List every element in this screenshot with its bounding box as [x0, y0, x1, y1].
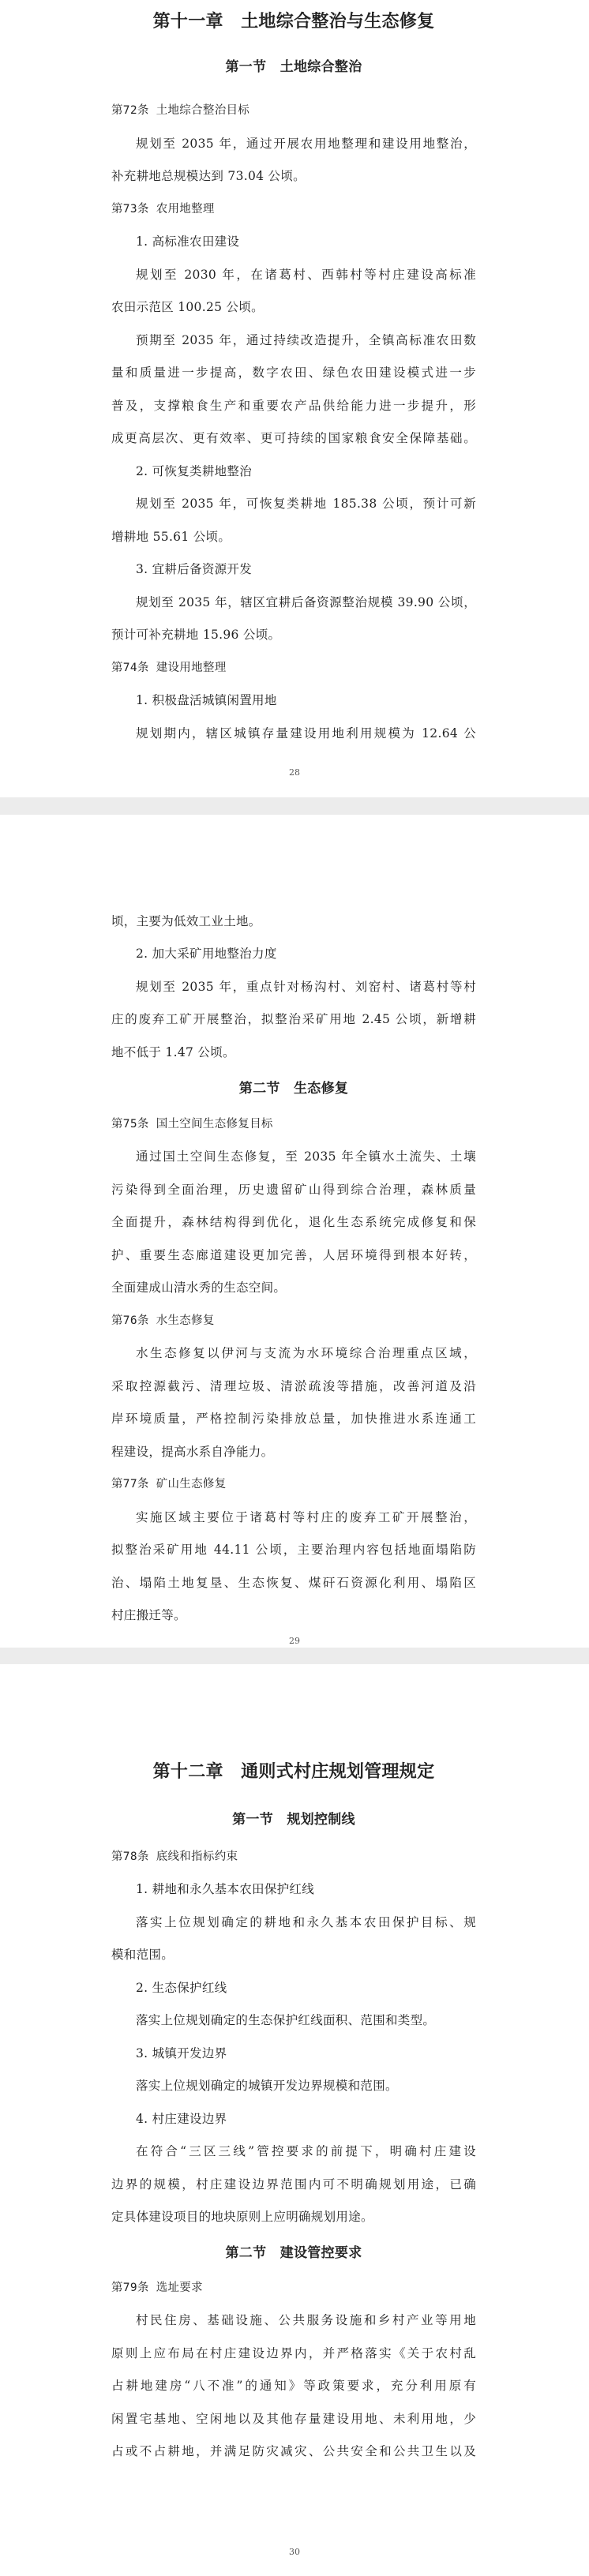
section-title: 第一节 土地综合整治 [225, 59, 362, 75]
article-heading: 第78条 底线和指标约束 [111, 1850, 238, 1863]
body-text: 占耕地建房“八不准”的通知》等政策要求，充分利用原有 [111, 2379, 476, 2393]
subheading: 1. 高标准农田建设 [136, 234, 240, 249]
body-text: 规划至 2030 年，在诸葛村、西韩村等村庄建设高标准 [136, 268, 476, 282]
body-text: 模和范围。 [111, 1948, 174, 1962]
body-text: 量和质量进一步提高，数字农田、绿色农田建设模式进一步 [111, 366, 476, 380]
body-text: 增耕地 55.61 公顷。 [111, 530, 231, 544]
body-text: 补充耕地总规模达到 73.04 公顷。 [111, 169, 306, 183]
chapter-title: 第十一章 土地综合整治与生态修复 [152, 11, 435, 32]
subheading: 2. 加大采矿用地整治力度 [136, 947, 277, 961]
subheading: 1. 积极盘活城镇闲置用地 [136, 693, 277, 707]
body-text: 预期至 2035 年，通过持续改造提升，全镇高标准农田数 [136, 333, 476, 347]
body-text: 全面建成山清水秀的生态空间。 [111, 1281, 287, 1295]
body-text: 通过国土空间生态修复，至 2035 年全镇水土流失、土壤 [136, 1149, 476, 1164]
article-heading: 第74条 建设用地整理 [111, 662, 227, 674]
body-text: 成更高层次、更有效率、更可持续的国家粮食安全保障基础。 [111, 431, 476, 445]
subheading: 4. 村庄建设边界 [136, 2112, 227, 2126]
body-text: 顷，主要为低效工业土地。 [111, 914, 261, 928]
body-text: 地不低于 1.47 公顷。 [111, 1045, 235, 1059]
body-text: 农田示范区 100.25 公顷。 [111, 300, 264, 314]
body-text: 规划至 2035 年，可恢复类耕地 185.38 公顷，预计可新 [136, 497, 476, 511]
body-text: 庄的废弃工矿开展整治，拟整治采矿用地 2.45 公顷，新增耕 [111, 1012, 476, 1026]
page-number: 28 [289, 767, 300, 778]
body-text: 全面提升，森林结构得到优化，退化生态系统完成修复和保 [111, 1215, 476, 1229]
body-text: 护、重要生态廊道建设更加完善，人居环境得到根本好转， [111, 1248, 476, 1262]
section-title: 第二节 建设管控要求 [225, 2245, 362, 2261]
body-text: 落实上位规划确定的城镇开发边界规模和范围。 [136, 2079, 398, 2093]
body-text: 村民住房、基础设施、公共服务设施和乡村产业等用地 [136, 2313, 476, 2327]
body-text: 定具体建设项目的地块原则上应明确规划用途。 [111, 2210, 373, 2224]
body-text: 普及，支撑粮食生产和重要农产品供给能力进一步提升，形 [111, 399, 476, 413]
subheading: 3. 城镇开发边界 [136, 2046, 227, 2060]
body-text: 规划至 2035 年，通过开展农用地整理和建设用地整治， [136, 137, 476, 151]
article-heading: 第75条 国土空间生态修复目标 [111, 1118, 273, 1131]
body-text: 原则上应布局在村庄建设边界内，并严格落实《关于农村乱 [111, 2346, 476, 2360]
subheading: 3. 宜耕后备资源开发 [136, 562, 253, 576]
body-text: 预计可补充耕地 15.96 公顷。 [111, 628, 281, 642]
section-title: 第一节 规划控制线 [232, 1812, 355, 1828]
subheading: 2. 生态保护红线 [136, 1981, 227, 1995]
body-text: 拟整治采矿用地 44.11 公顷，主要治理内容包括地面塌陷防 [111, 1543, 476, 1557]
body-text: 治、塌陷土地复垦、生态恢复、煤矸石资源化利用、塌陷区 [111, 1576, 476, 1590]
article-heading: 第76条 水生态修复 [111, 1314, 215, 1327]
body-text: 在符合“三区三线”管控要求的前提下，明确村庄建设 [136, 2144, 476, 2158]
body-text: 闲置宅基地、空闲地以及其他存量建设用地、未利用地，少 [111, 2412, 476, 2426]
page-number: 29 [289, 1636, 300, 1646]
body-text: 水生态修复以伊河与支流为水环境综合治理重点区域， [136, 1346, 476, 1360]
body-text: 采取控源截污、清理垃圾、清淤疏浚等措施，改善河道及沿 [111, 1379, 476, 1393]
subheading: 2. 可恢复类耕地整治 [136, 464, 253, 478]
page-number: 30 [289, 2547, 300, 2557]
article-heading: 第72条 土地综合整治目标 [111, 104, 250, 117]
page-30 [0, 1664, 589, 2576]
article-heading: 第73条 农用地整理 [111, 203, 215, 216]
article-heading: 第79条 选址要求 [111, 2282, 203, 2294]
body-text: 规划至 2035 年，重点针对杨沟村、刘窑村、诸葛村等村 [136, 980, 476, 994]
body-text: 污染得到全面治理，历史遗留矿山得到综合治理，森林质量 [111, 1183, 476, 1197]
body-text: 村庄搬迁等。 [111, 1608, 186, 1622]
body-text: 规划期内，辖区城镇存量建设用地利用规模为 12.64 公 [136, 726, 476, 741]
body-text: 落实上位规划确定的耕地和永久基本农田保护目标、规 [136, 1915, 476, 1929]
page-29 [0, 815, 589, 1648]
section-title: 第二节 生态修复 [238, 1081, 349, 1097]
body-text: 程建设，提高水系自净能力。 [111, 1445, 274, 1459]
body-text: 实施区域主要位于诸葛村等村庄的废弃工矿开展整治， [136, 1510, 476, 1524]
body-text: 岸环境质量，严格控制污染排放总量，加快推进水系连通工 [111, 1412, 476, 1426]
article-heading: 第77条 矿山生态修复 [111, 1478, 227, 1490]
page-28 [0, 0, 589, 797]
chapter-title: 第十二章 通则式村庄规划管理规定 [152, 1761, 435, 1782]
subheading: 1. 耕地和永久基本农田保护红线 [136, 1882, 315, 1896]
body-text: 占或不占耕地，并满足防灾减灾、公共安全和公共卫生以及 [111, 2444, 476, 2458]
body-text: 落实上位规划确定的生态保护红线面积、范围和类型。 [136, 2013, 436, 2027]
body-text: 边界的规模，村庄建设边界范围内可不明确规划用途，已确 [111, 2177, 476, 2192]
body-text: 规划至 2035 年，辖区宜耕后备资源整治规模 39.90 公顷， [136, 595, 476, 609]
